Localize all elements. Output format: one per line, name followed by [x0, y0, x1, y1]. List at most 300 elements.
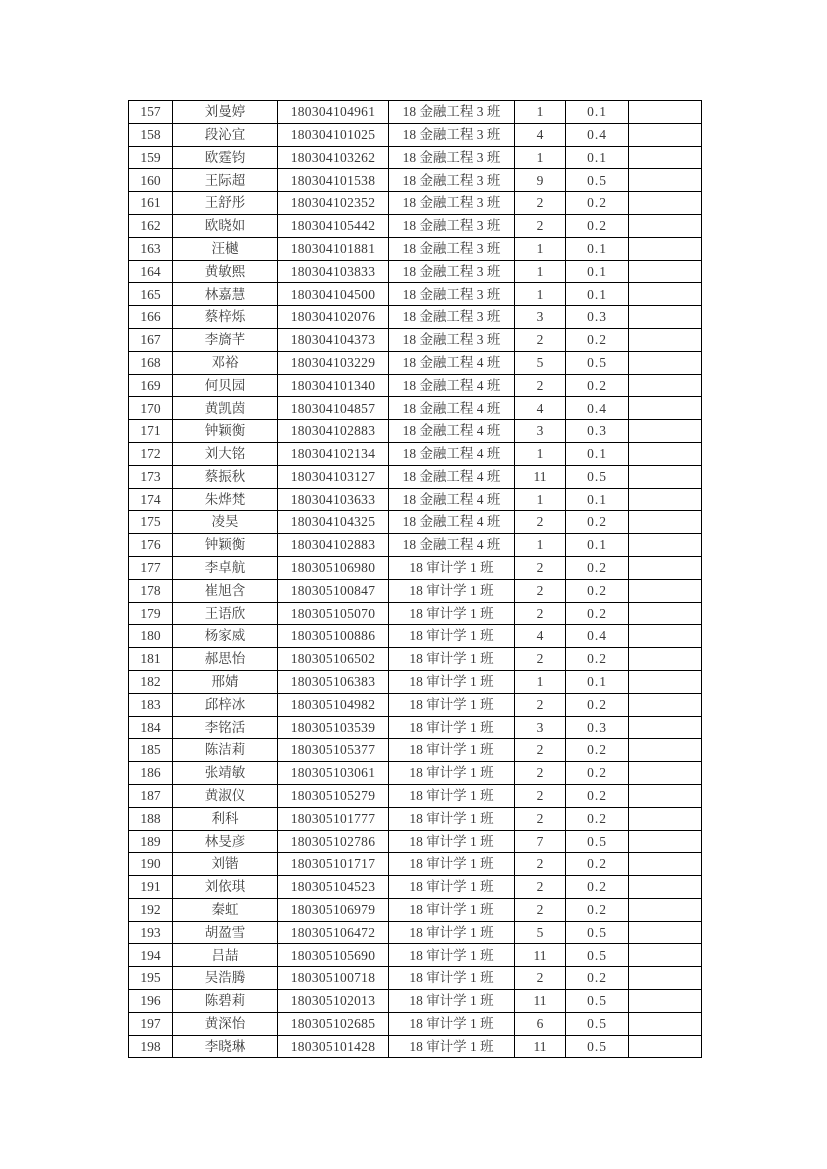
cell-student-name: 黄凯茵	[173, 397, 278, 420]
cell-student-id: 180304101538	[278, 169, 389, 192]
cell-student-name: 陈碧莉	[173, 990, 278, 1013]
table-row	[129, 625, 702, 648]
cell-row-number: 179	[129, 602, 173, 625]
cell-row-number: 165	[129, 283, 173, 306]
cell-class-name: 18 金融工程 3 班	[389, 237, 515, 260]
cell-student-name: 秦虹	[173, 898, 278, 921]
cell-class-name: 18 审计学 1 班	[389, 1012, 515, 1035]
cell-score: 0.2	[566, 739, 629, 762]
cell-student-name: 刘大铭	[173, 442, 278, 465]
cell-score: 0.1	[566, 442, 629, 465]
cell-row-number: 171	[129, 420, 173, 443]
table-row	[129, 990, 702, 1013]
cell-count: 1	[515, 101, 566, 124]
cell-count: 2	[515, 328, 566, 351]
cell-empty	[629, 876, 702, 899]
table-row	[129, 716, 702, 739]
cell-student-id: 180305106502	[278, 648, 389, 671]
cell-class-name: 18 金融工程 4 班	[389, 442, 515, 465]
table-row	[129, 876, 702, 899]
cell-student-id: 180304104373	[278, 328, 389, 351]
cell-row-number: 159	[129, 146, 173, 169]
cell-student-id: 180304104500	[278, 283, 389, 306]
cell-count: 7	[515, 830, 566, 853]
cell-student-name: 李铭活	[173, 716, 278, 739]
cell-count: 5	[515, 351, 566, 374]
cell-row-number: 190	[129, 853, 173, 876]
cell-empty	[629, 807, 702, 830]
cell-empty	[629, 283, 702, 306]
cell-row-number: 176	[129, 534, 173, 557]
cell-score: 0.2	[566, 579, 629, 602]
cell-student-id: 180304103127	[278, 465, 389, 488]
cell-student-name: 段沁宜	[173, 123, 278, 146]
cell-empty	[629, 237, 702, 260]
table-row	[129, 192, 702, 215]
cell-class-name: 18 审计学 1 班	[389, 1035, 515, 1058]
cell-count: 2	[515, 967, 566, 990]
cell-student-id: 180305105279	[278, 784, 389, 807]
cell-score: 0.5	[566, 921, 629, 944]
cell-class-name: 18 金融工程 3 班	[389, 260, 515, 283]
cell-class-name: 18 金融工程 4 班	[389, 374, 515, 397]
table-row	[129, 374, 702, 397]
cell-student-name: 邢婧	[173, 670, 278, 693]
cell-empty	[629, 921, 702, 944]
cell-student-id: 180304102352	[278, 192, 389, 215]
cell-student-name: 欧晓如	[173, 214, 278, 237]
cell-student-name: 邱梓冰	[173, 693, 278, 716]
cell-score: 0.5	[566, 830, 629, 853]
cell-student-id: 180304101340	[278, 374, 389, 397]
cell-count: 2	[515, 579, 566, 602]
table-row	[129, 853, 702, 876]
cell-class-name: 18 审计学 1 班	[389, 784, 515, 807]
cell-student-id: 180304104961	[278, 101, 389, 124]
cell-student-name: 崔旭含	[173, 579, 278, 602]
table-row	[129, 420, 702, 443]
cell-count: 1	[515, 534, 566, 557]
cell-student-name: 王语欣	[173, 602, 278, 625]
cell-empty	[629, 625, 702, 648]
cell-student-id: 180305106979	[278, 898, 389, 921]
cell-class-name: 18 金融工程 3 班	[389, 306, 515, 329]
cell-student-name: 汪樾	[173, 237, 278, 260]
table-row	[129, 967, 702, 990]
cell-student-id: 180305100886	[278, 625, 389, 648]
table-row	[129, 397, 702, 420]
table-row	[129, 237, 702, 260]
cell-empty	[629, 693, 702, 716]
table-row	[129, 442, 702, 465]
cell-student-id: 180305100718	[278, 967, 389, 990]
cell-count: 2	[515, 876, 566, 899]
cell-student-name: 黄敏熙	[173, 260, 278, 283]
cell-score: 0.4	[566, 123, 629, 146]
cell-row-number: 166	[129, 306, 173, 329]
cell-student-name: 胡盈雪	[173, 921, 278, 944]
cell-score: 0.2	[566, 214, 629, 237]
cell-count: 3	[515, 306, 566, 329]
cell-count: 5	[515, 921, 566, 944]
cell-score: 0.3	[566, 306, 629, 329]
cell-score: 0.2	[566, 807, 629, 830]
cell-class-name: 18 审计学 1 班	[389, 944, 515, 967]
cell-empty	[629, 1035, 702, 1058]
cell-score: 0.2	[566, 853, 629, 876]
cell-class-name: 18 审计学 1 班	[389, 762, 515, 785]
table-row	[129, 921, 702, 944]
cell-student-name: 杨家威	[173, 625, 278, 648]
cell-row-number: 168	[129, 351, 173, 374]
cell-empty	[629, 214, 702, 237]
cell-student-id: 180304102134	[278, 442, 389, 465]
cell-empty	[629, 648, 702, 671]
cell-student-id: 180304103633	[278, 488, 389, 511]
cell-empty	[629, 123, 702, 146]
cell-student-id: 180304101025	[278, 123, 389, 146]
cell-class-name: 18 审计学 1 班	[389, 556, 515, 579]
cell-student-id: 180305100847	[278, 579, 389, 602]
cell-student-name: 钟颖衡	[173, 534, 278, 557]
cell-row-number: 172	[129, 442, 173, 465]
cell-student-id: 180305106980	[278, 556, 389, 579]
cell-count: 2	[515, 853, 566, 876]
cell-count: 2	[515, 648, 566, 671]
cell-row-number: 174	[129, 488, 173, 511]
cell-student-name: 王舒彤	[173, 192, 278, 215]
cell-row-number: 188	[129, 807, 173, 830]
cell-empty	[629, 465, 702, 488]
cell-score: 0.5	[566, 351, 629, 374]
cell-empty	[629, 306, 702, 329]
cell-count: 2	[515, 807, 566, 830]
cell-student-name: 蔡梓烁	[173, 306, 278, 329]
cell-count: 6	[515, 1012, 566, 1035]
cell-row-number: 194	[129, 944, 173, 967]
table-row	[129, 670, 702, 693]
cell-student-name: 刘曼婷	[173, 101, 278, 124]
cell-score: 0.2	[566, 648, 629, 671]
cell-empty	[629, 898, 702, 921]
cell-student-name: 陈洁莉	[173, 739, 278, 762]
cell-empty	[629, 1012, 702, 1035]
cell-empty	[629, 670, 702, 693]
table-row	[129, 283, 702, 306]
cell-empty	[629, 488, 702, 511]
cell-student-name: 李卓航	[173, 556, 278, 579]
cell-row-number: 187	[129, 784, 173, 807]
cell-student-name: 林旻彦	[173, 830, 278, 853]
cell-score: 0.2	[566, 784, 629, 807]
cell-class-name: 18 金融工程 4 班	[389, 351, 515, 374]
cell-student-id: 180305104982	[278, 693, 389, 716]
cell-student-name: 李晓琳	[173, 1035, 278, 1058]
table-row	[129, 944, 702, 967]
cell-count: 11	[515, 465, 566, 488]
cell-score: 0.4	[566, 397, 629, 420]
cell-class-name: 18 审计学 1 班	[389, 830, 515, 853]
cell-empty	[629, 146, 702, 169]
cell-student-name: 李旖芊	[173, 328, 278, 351]
cell-count: 4	[515, 397, 566, 420]
cell-student-name: 黄深怡	[173, 1012, 278, 1035]
cell-empty	[629, 351, 702, 374]
cell-empty	[629, 579, 702, 602]
cell-score: 0.2	[566, 967, 629, 990]
cell-class-name: 18 审计学 1 班	[389, 876, 515, 899]
cell-student-id: 180305105070	[278, 602, 389, 625]
cell-score: 0.5	[566, 944, 629, 967]
cell-student-id: 180305102786	[278, 830, 389, 853]
cell-student-id: 180304104857	[278, 397, 389, 420]
cell-row-number: 180	[129, 625, 173, 648]
cell-score: 0.5	[566, 1012, 629, 1035]
cell-class-name: 18 审计学 1 班	[389, 853, 515, 876]
cell-class-name: 18 审计学 1 班	[389, 648, 515, 671]
cell-score: 0.5	[566, 1035, 629, 1058]
cell-student-name: 邓裕	[173, 351, 278, 374]
cell-student-id: 180305101777	[278, 807, 389, 830]
cell-student-name: 蔡振秋	[173, 465, 278, 488]
cell-count: 11	[515, 990, 566, 1013]
cell-student-id: 180305102013	[278, 990, 389, 1013]
cell-empty	[629, 328, 702, 351]
cell-count: 2	[515, 214, 566, 237]
cell-class-name: 18 金融工程 4 班	[389, 397, 515, 420]
table-row	[129, 1012, 702, 1035]
table-row	[129, 328, 702, 351]
cell-score: 0.2	[566, 898, 629, 921]
cell-row-number: 167	[129, 328, 173, 351]
cell-count: 4	[515, 123, 566, 146]
cell-class-name: 18 审计学 1 班	[389, 898, 515, 921]
cell-row-number: 186	[129, 762, 173, 785]
cell-count: 2	[515, 739, 566, 762]
cell-row-number: 163	[129, 237, 173, 260]
cell-class-name: 18 金融工程 4 班	[389, 420, 515, 443]
cell-student-name: 黄淑仪	[173, 784, 278, 807]
cell-score: 0.5	[566, 465, 629, 488]
cell-empty	[629, 556, 702, 579]
cell-empty	[629, 602, 702, 625]
cell-empty	[629, 169, 702, 192]
table-body	[129, 101, 702, 1058]
cell-class-name: 18 金融工程 3 班	[389, 192, 515, 215]
cell-count: 1	[515, 283, 566, 306]
cell-class-name: 18 审计学 1 班	[389, 579, 515, 602]
cell-student-name: 王际超	[173, 169, 278, 192]
cell-student-id: 180305101717	[278, 853, 389, 876]
cell-score: 0.2	[566, 328, 629, 351]
cell-student-id: 180304105442	[278, 214, 389, 237]
cell-empty	[629, 762, 702, 785]
cell-empty	[629, 830, 702, 853]
table-row	[129, 784, 702, 807]
cell-empty	[629, 967, 702, 990]
cell-student-name: 欧霆钧	[173, 146, 278, 169]
cell-class-name: 18 审计学 1 班	[389, 967, 515, 990]
cell-row-number: 169	[129, 374, 173, 397]
cell-student-id: 180305103061	[278, 762, 389, 785]
student-records-table	[128, 100, 702, 1058]
cell-student-id: 180305106472	[278, 921, 389, 944]
cell-row-number: 160	[129, 169, 173, 192]
cell-count: 2	[515, 511, 566, 534]
table-row	[129, 534, 702, 557]
cell-student-name: 吴浩腾	[173, 967, 278, 990]
cell-score: 0.1	[566, 146, 629, 169]
cell-class-name: 18 金融工程 4 班	[389, 465, 515, 488]
cell-score: 0.1	[566, 237, 629, 260]
cell-score: 0.2	[566, 693, 629, 716]
cell-score: 0.1	[566, 534, 629, 557]
cell-row-number: 170	[129, 397, 173, 420]
cell-row-number: 184	[129, 716, 173, 739]
cell-row-number: 181	[129, 648, 173, 671]
cell-class-name: 18 金融工程 3 班	[389, 123, 515, 146]
cell-student-name: 刘锴	[173, 853, 278, 876]
cell-class-name: 18 审计学 1 班	[389, 739, 515, 762]
cell-student-name: 林嘉慧	[173, 283, 278, 306]
cell-count: 3	[515, 716, 566, 739]
cell-count: 1	[515, 146, 566, 169]
cell-class-name: 18 审计学 1 班	[389, 602, 515, 625]
cell-count: 2	[515, 898, 566, 921]
cell-score: 0.2	[566, 511, 629, 534]
cell-class-name: 18 金融工程 4 班	[389, 511, 515, 534]
cell-class-name: 18 金融工程 3 班	[389, 169, 515, 192]
cell-student-name: 凌昊	[173, 511, 278, 534]
cell-empty	[629, 420, 702, 443]
cell-row-number: 183	[129, 693, 173, 716]
cell-score: 0.1	[566, 101, 629, 124]
cell-score: 0.1	[566, 283, 629, 306]
table-row	[129, 260, 702, 283]
cell-count: 1	[515, 670, 566, 693]
cell-count: 9	[515, 169, 566, 192]
cell-class-name: 18 金融工程 3 班	[389, 146, 515, 169]
cell-row-number: 197	[129, 1012, 173, 1035]
cell-class-name: 18 金融工程 4 班	[389, 488, 515, 511]
cell-score: 0.1	[566, 670, 629, 693]
cell-count: 2	[515, 556, 566, 579]
cell-score: 0.1	[566, 260, 629, 283]
cell-count: 1	[515, 237, 566, 260]
cell-count: 2	[515, 693, 566, 716]
cell-score: 0.2	[566, 556, 629, 579]
cell-empty	[629, 784, 702, 807]
cell-row-number: 196	[129, 990, 173, 1013]
cell-row-number: 189	[129, 830, 173, 853]
table-row	[129, 807, 702, 830]
cell-empty	[629, 101, 702, 124]
cell-class-name: 18 金融工程 3 班	[389, 101, 515, 124]
cell-class-name: 18 审计学 1 班	[389, 807, 515, 830]
table-row	[129, 306, 702, 329]
cell-row-number: 177	[129, 556, 173, 579]
cell-score: 0.4	[566, 625, 629, 648]
cell-count: 2	[515, 762, 566, 785]
table-row	[129, 465, 702, 488]
cell-empty	[629, 374, 702, 397]
cell-score: 0.1	[566, 488, 629, 511]
cell-student-id: 180304101881	[278, 237, 389, 260]
table-row	[129, 123, 702, 146]
cell-class-name: 18 审计学 1 班	[389, 990, 515, 1013]
table-row	[129, 579, 702, 602]
table-row	[129, 648, 702, 671]
table-row	[129, 1035, 702, 1058]
cell-row-number: 185	[129, 739, 173, 762]
cell-empty	[629, 260, 702, 283]
cell-score: 0.2	[566, 876, 629, 899]
cell-row-number: 178	[129, 579, 173, 602]
cell-empty	[629, 739, 702, 762]
cell-count: 1	[515, 488, 566, 511]
cell-student-name: 张靖敏	[173, 762, 278, 785]
cell-score: 0.2	[566, 192, 629, 215]
table-row	[129, 556, 702, 579]
cell-count: 2	[515, 602, 566, 625]
cell-student-id: 180304102076	[278, 306, 389, 329]
cell-student-id: 180304103262	[278, 146, 389, 169]
cell-student-id: 180305104523	[278, 876, 389, 899]
cell-student-id: 180305101428	[278, 1035, 389, 1058]
cell-class-name: 18 审计学 1 班	[389, 693, 515, 716]
cell-row-number: 173	[129, 465, 173, 488]
cell-class-name: 18 审计学 1 班	[389, 921, 515, 944]
cell-student-name: 何贝园	[173, 374, 278, 397]
cell-row-number: 161	[129, 192, 173, 215]
cell-count: 1	[515, 260, 566, 283]
cell-empty	[629, 397, 702, 420]
cell-student-id: 180305102685	[278, 1012, 389, 1035]
table-row	[129, 693, 702, 716]
cell-row-number: 195	[129, 967, 173, 990]
cell-class-name: 18 金融工程 3 班	[389, 328, 515, 351]
cell-count: 4	[515, 625, 566, 648]
cell-student-name: 钟颖衡	[173, 420, 278, 443]
cell-row-number: 192	[129, 898, 173, 921]
cell-count: 1	[515, 442, 566, 465]
cell-student-id: 180304103833	[278, 260, 389, 283]
cell-student-name: 利科	[173, 807, 278, 830]
cell-row-number: 198	[129, 1035, 173, 1058]
cell-row-number: 158	[129, 123, 173, 146]
cell-class-name: 18 审计学 1 班	[389, 625, 515, 648]
cell-score: 0.3	[566, 420, 629, 443]
cell-student-name: 吕喆	[173, 944, 278, 967]
cell-count: 2	[515, 784, 566, 807]
cell-score: 0.5	[566, 990, 629, 1013]
table-row	[129, 101, 702, 124]
table-row	[129, 739, 702, 762]
cell-score: 0.2	[566, 602, 629, 625]
table-row	[129, 488, 702, 511]
table-row	[129, 351, 702, 374]
cell-student-id: 180304104325	[278, 511, 389, 534]
cell-count: 2	[515, 374, 566, 397]
cell-count: 11	[515, 944, 566, 967]
cell-class-name: 18 金融工程 3 班	[389, 283, 515, 306]
cell-count: 3	[515, 420, 566, 443]
cell-class-name: 18 审计学 1 班	[389, 670, 515, 693]
cell-student-id: 180305105690	[278, 944, 389, 967]
cell-empty	[629, 990, 702, 1013]
cell-student-id: 180304102883	[278, 534, 389, 557]
table-row	[129, 602, 702, 625]
